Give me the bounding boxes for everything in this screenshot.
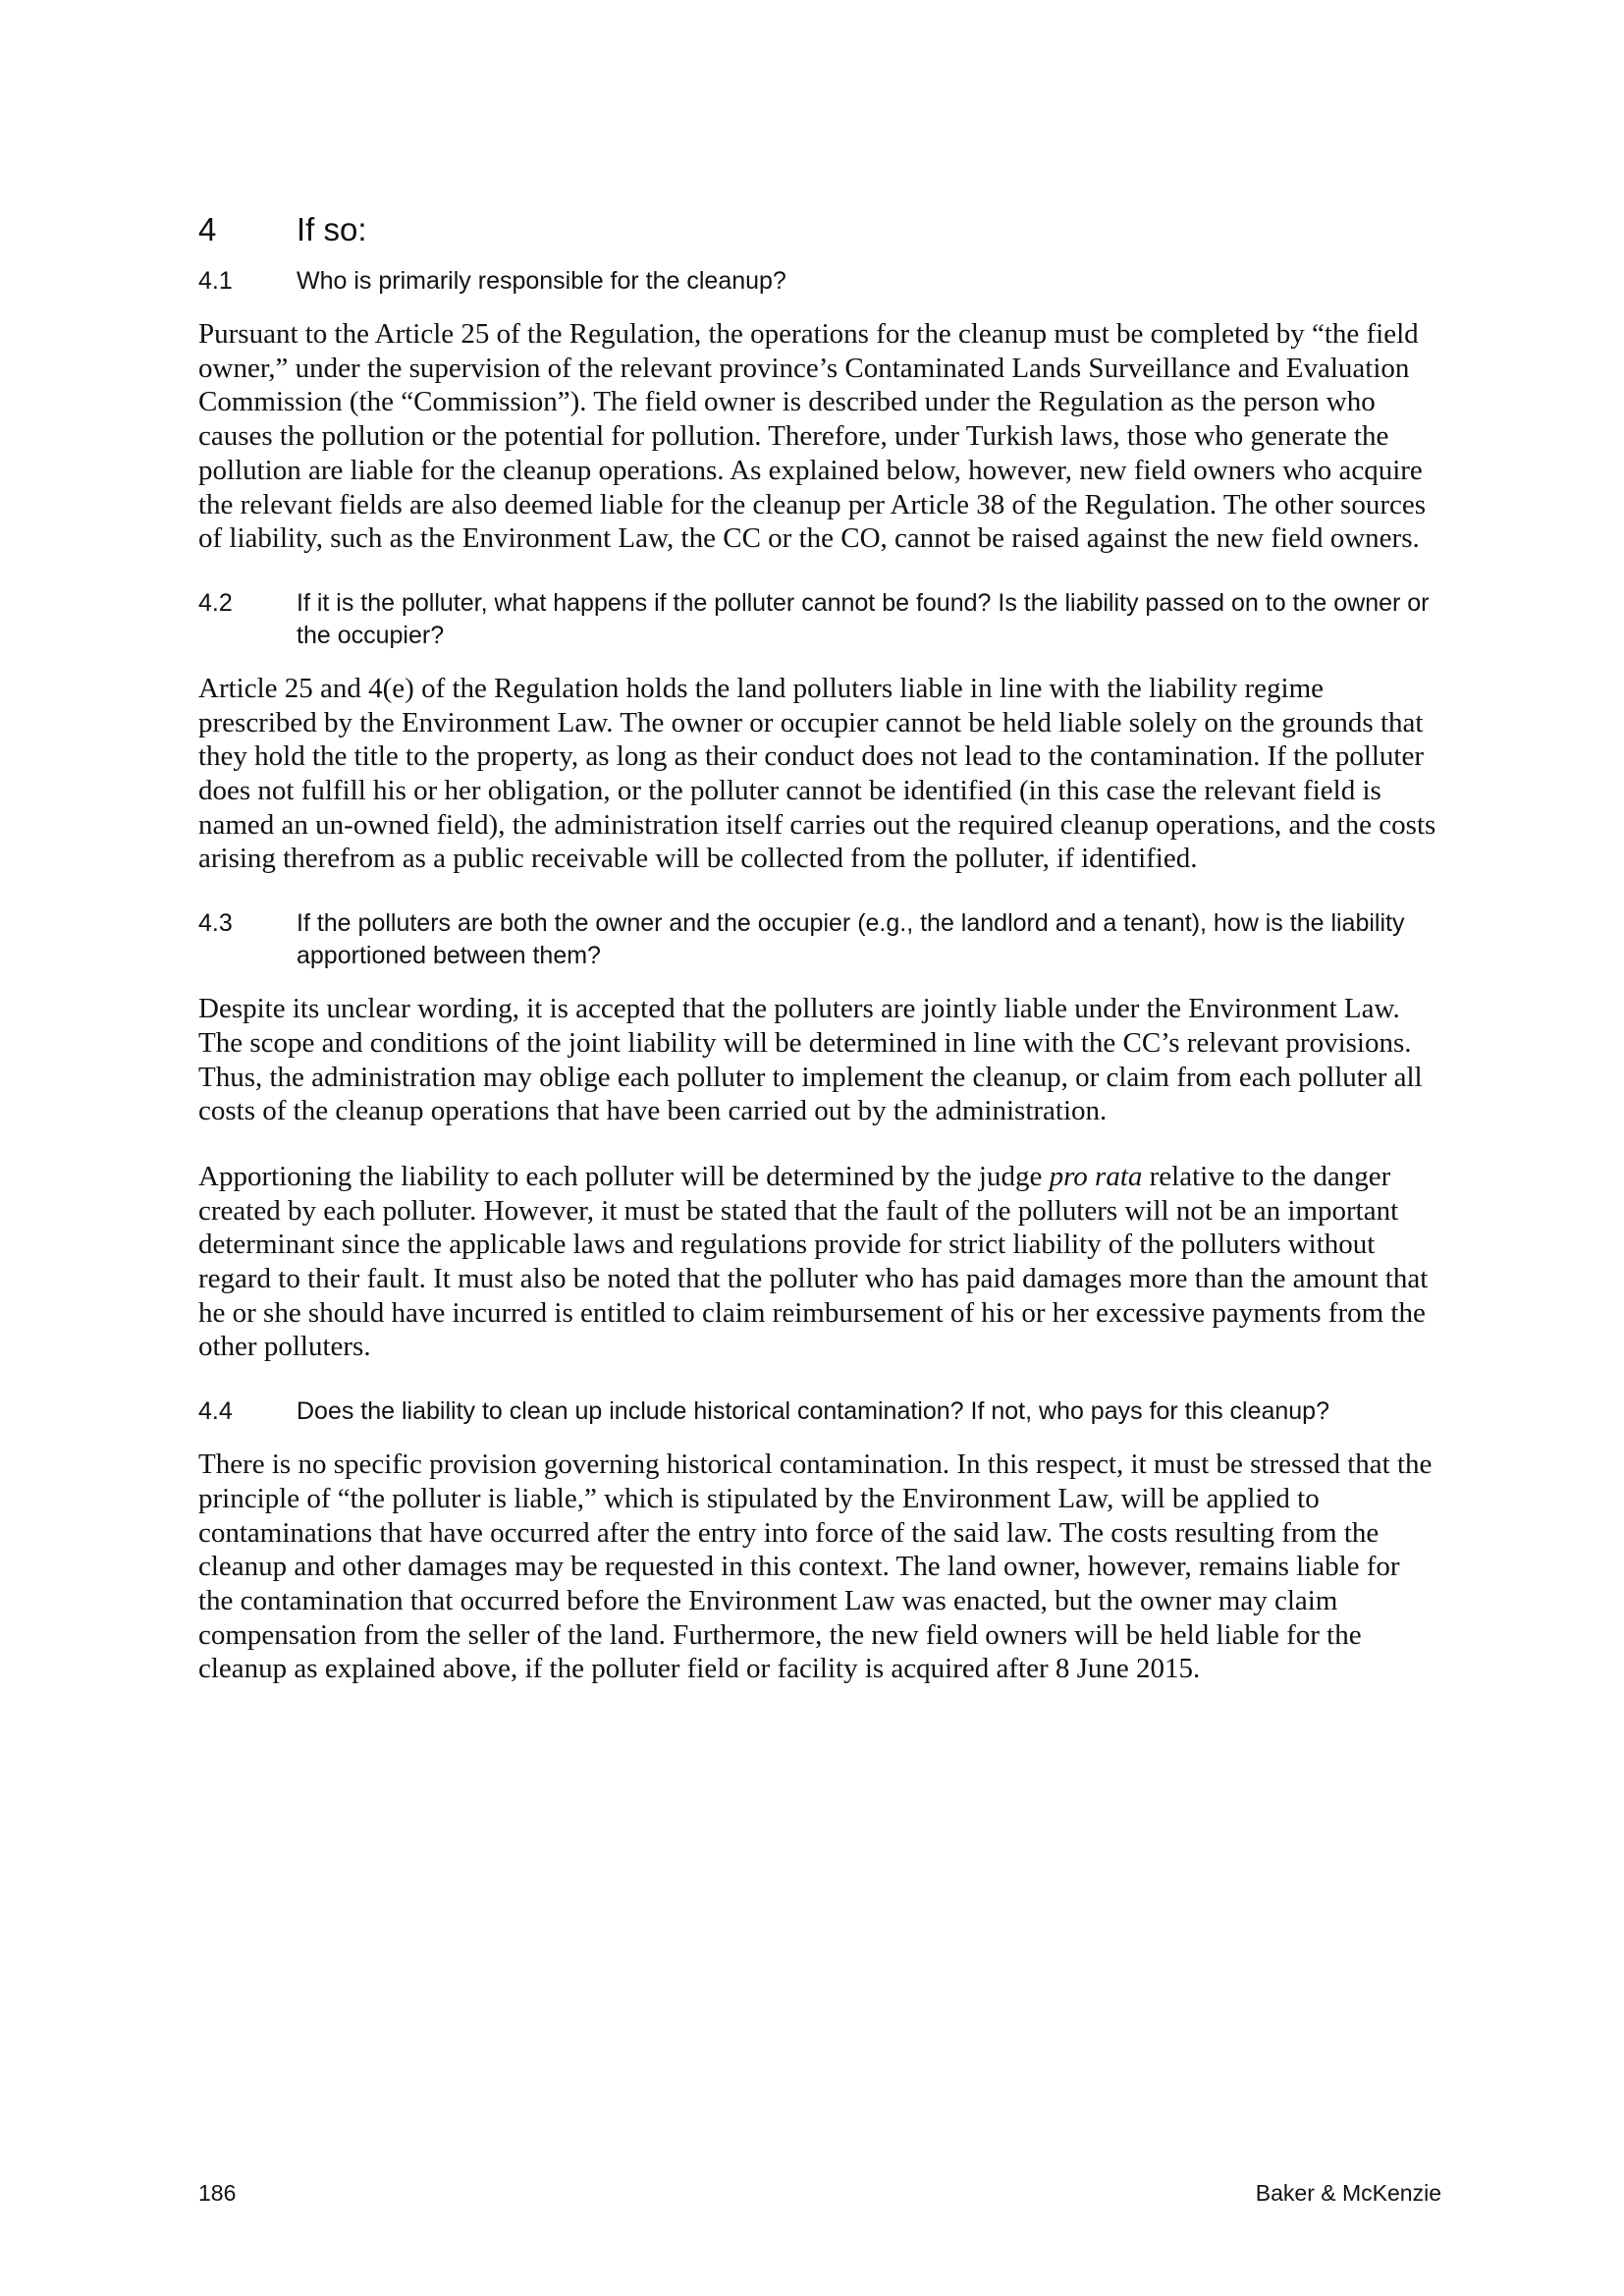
answer-paragraph: Pursuant to the Article 25 of the Regulation, the operations for the cleanup must be completed by “the field owner,” under the supervision of the relevant province’s Contaminated Lands Surveillance and Evaluation Commission (the “Commission”). The field owner is described under the Regulation as the person who causes the pollution or the potential for pollution. Therefore, under Turkish laws, those who generate the pollution are liable for the cleanup operations. As explained below, however, new field owners who acquire the relevant fields are also deemed liable for the cleanup per Article 38 of the Regulation. The other sources of liability, such as the Environment Law, the CC or the CO, cannot be raised against the new field owners. [198, 318, 1427, 555]
question-text: Does the liability to clean up include historical contamination? If not, who pays for this cleanup? [297, 1397, 1329, 1426]
question-4-1 [198, 265, 1441, 298]
question-number: 4.4 [198, 1397, 233, 1426]
answer-paragraph: There is no specific provision governing historical contamination. In this respect, it must be stressed that the principle of “the polluter is liable,” which is stipulated by the Environment Law, will be applied to contaminations that have occurred after the entry into force of the said law. The costs resulting from the cleanup and other damages may be requested in this context. The land owner, however, remains liable for the contamination that occurred before the Environment Law was enacted, but the owner may claim compensation from the seller of the land. Furthermore, the new field owners will be held liable for the cleanup as explained above, if the polluter field or facility is acquired after 8 June 2015. [198, 1449, 1433, 1685]
section-heading [198, 208, 1441, 251]
paragraph-text-before: Apportioning the liability to each polluter will be determined by the judge [198, 1160, 1050, 1192]
question-4-3 [198, 907, 1441, 972]
italic-term: pro rata [1049, 1160, 1143, 1192]
answer-paragraph-pro-rata [198, 1160, 1441, 1364]
page-number: 186 [198, 2180, 237, 2206]
page-footer [198, 2178, 1441, 2208]
page-content [198, 208, 1441, 1718]
question-number: 4.3 [198, 909, 233, 938]
question-4-2 [198, 587, 1441, 652]
question-text: If it is the polluter, what happens if the polluter cannot be found? Is the liability passed on to the owner or the occupier? [297, 588, 1430, 649]
answer-paragraph: Despite its unclear wording, it is accepted that the polluters are jointly liable under the Environment Law. The scope and conditions of the joint liability will be determined in line with the CC’s relevant provisions. Thus, the administration may oblige each polluter to implement the cleanup, or claim from each polluter all costs of the cleanup operations that have been carried out by the administration. [198, 993, 1423, 1127]
question-number: 4.2 [198, 588, 233, 617]
publisher-name: Baker & McKenzie [1255, 2180, 1441, 2206]
section-title: If so: [297, 211, 367, 247]
answer-paragraph: Article 25 and 4(e) of the Regulation holds the land polluters liable in line with the liability regime prescribed by the Environment Law. The owner or occupier cannot be held liable solely on the grounds that they hold the title to the property, as long as their conduct does not lead to the contamination. If the polluter does not fulfill his or her obligation, or the polluter cannot be identified (in this case the relevant field is named an un-owned field), the administration itself carries out the required cleanup operations, and the costs arising therefrom as a public receivable will be collected from the polluter, if identified. [198, 672, 1436, 875]
question-number: 4.1 [198, 267, 233, 295]
question-text: Who is primarily responsible for the cleanup? [297, 267, 786, 295]
question-4-4 [198, 1395, 1441, 1428]
paragraph-text-after: relative to the danger created by each polluter. However, it must be stated that the fault of the polluters will not be an important determinant since the applicable laws and regulations provide for strict liability of the polluters without regard to their fault. It must also be noted that the polluter who has paid damages more than the amount that he or she should have incurred is entitled to claim reimbursement of his or her excessive payments from the other polluters. [198, 1160, 1429, 1363]
section-number: 4 [198, 211, 217, 247]
question-text: If the polluters are both the owner and the occupier (e.g., the landlord and a tenant), how is the liability apportioned between them? [297, 909, 1405, 970]
